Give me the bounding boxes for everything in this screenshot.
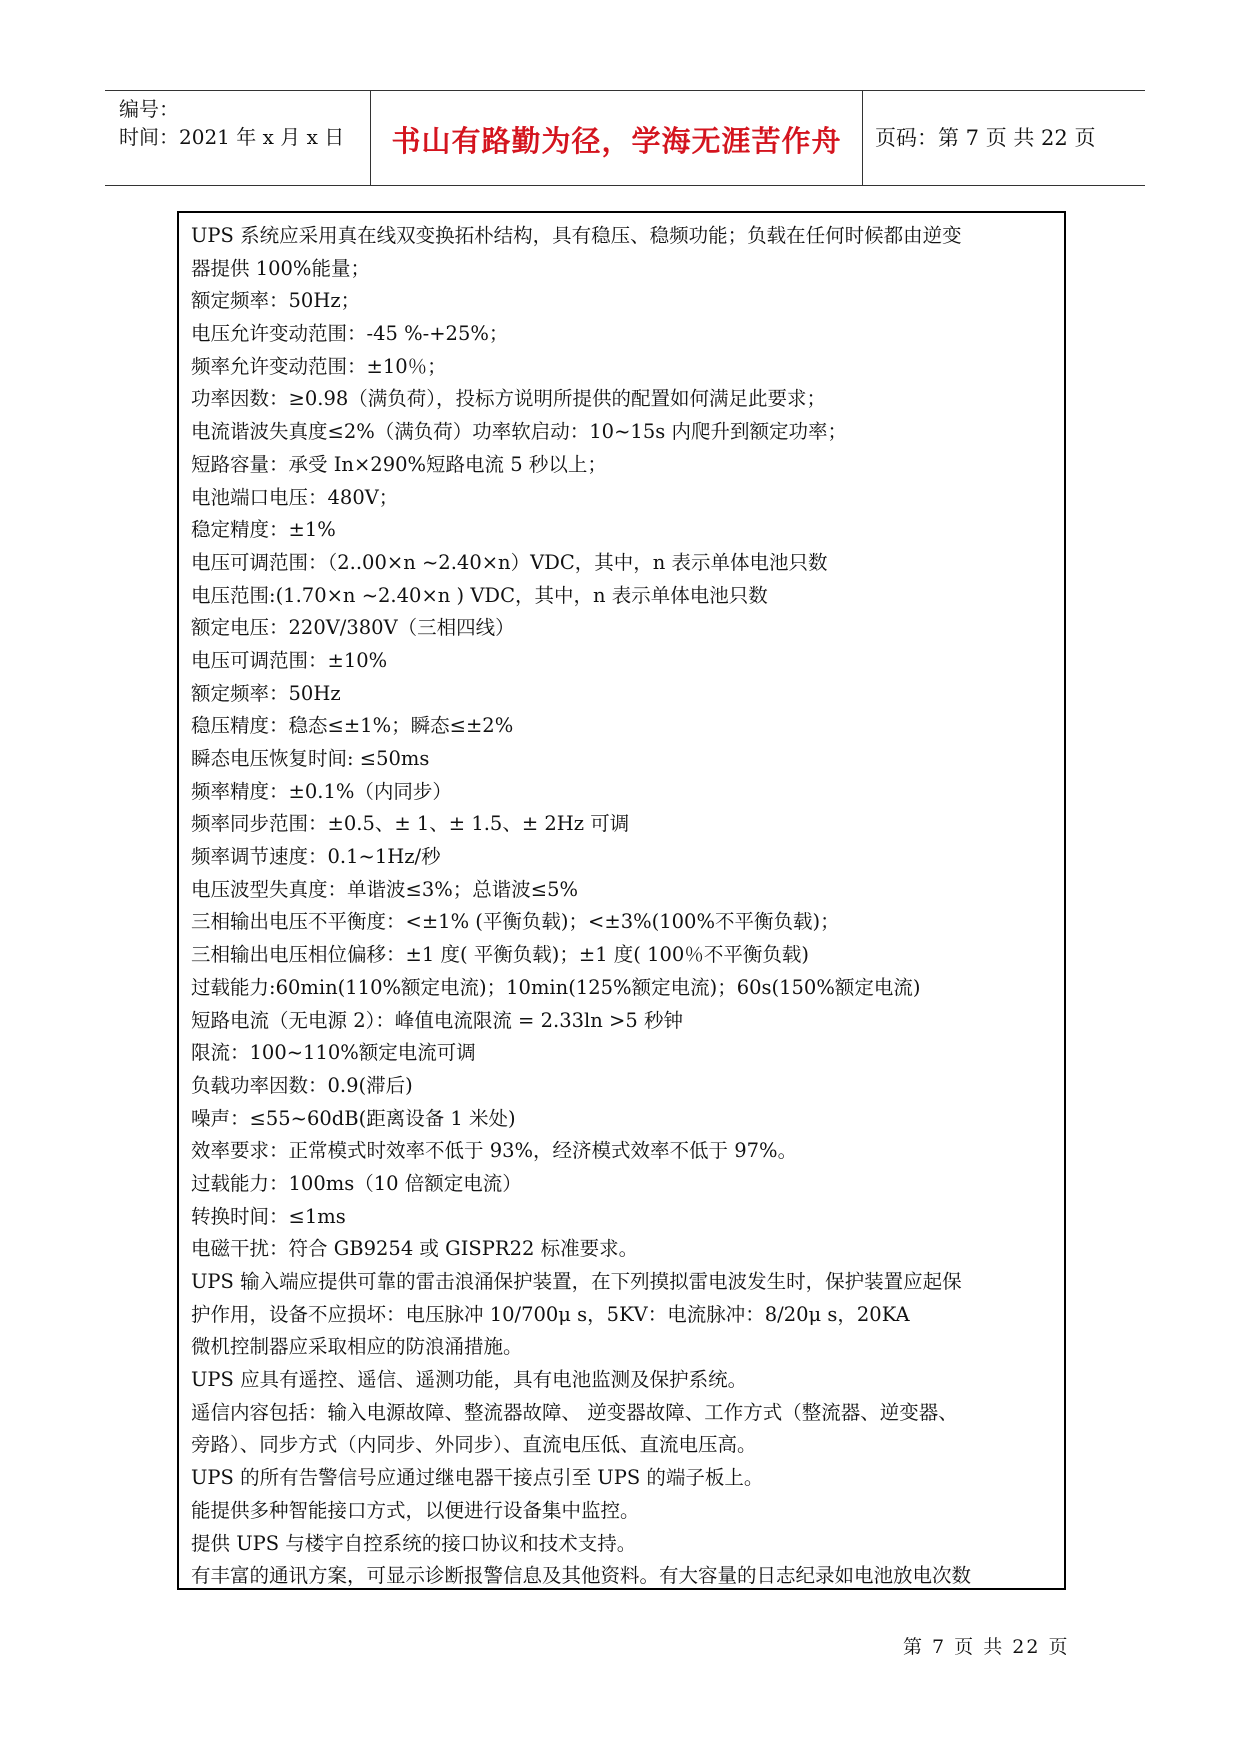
spec-line: 有丰富的通讯方案，可显示诊断报警信息及其他资料。有大容量的日志纪录如电池放电次数 — [191, 1564, 972, 1588]
spec-line: 器提供 100%能量； — [191, 256, 370, 280]
document-number-label: 编号： — [119, 97, 179, 121]
spec-content-box — [177, 211, 1066, 1590]
spec-line: 频率精度：±0.1%（内同步） — [191, 779, 452, 803]
spec-line: 稳压精度：稳态≤±1%；瞬态≤±2% — [191, 714, 514, 738]
spec-line: 效率要求：正常模式时效率不低于 93%，经济模式效率不低于 97%。 — [191, 1139, 798, 1163]
spec-line: 负载功率因数：0.9(滞后) — [191, 1073, 413, 1097]
spec-line: 瞬态电压恢复时间: ≤50ms — [191, 747, 430, 770]
spec-line: UPS 输入端应提供可靠的雷击浪涌保护装置，在下列摸拟雷电波发生时，保护装置应起保 — [191, 1270, 962, 1293]
spec-line: 过载能力:60min(110%额定电流)；10min(125%额定电流)；60s(150%额定电流) — [191, 975, 921, 999]
page-footer-number: 第 7 页 共 22 页 — [903, 1636, 1070, 1658]
header-motto: 书山有路勤为径，学海无涯苦作舟 — [391, 124, 842, 158]
spec-line: 三相输出电压不平衡度：<±1% (平衡负载)；<±3%(100%不平衡负载)； — [191, 910, 840, 934]
spec-line: 短路电流（无电源 2）：峰值电流限流 = 2.33ln >5 秒钟 — [191, 1008, 683, 1032]
spec-line: 过载能力：100ms（10 倍额定电流） — [191, 1171, 522, 1195]
spec-line: 电压可调范围：±10% — [191, 648, 388, 672]
spec-line: 电压范围:(1.70×n ~2.40×n ) VDC，其中，n 表示单体电池只数 — [191, 583, 768, 607]
spec-line: 电压可调范围：（2..00×n ~2.40×n）VDC，其中，n 表示单体电池只数 — [191, 550, 828, 574]
spec-line: 额定频率：50Hz — [191, 681, 341, 705]
spec-line: 额定电压：220V/380V（三相四线） — [191, 616, 515, 640]
spec-line: 频率同步范围：±0.5、± 1、± 1.5、± 2Hz 可调 — [191, 812, 630, 836]
spec-line: UPS 的所有告警信号应通过继电器干接点引至 UPS 的端子板上。 — [191, 1466, 764, 1490]
spec-line: UPS 应具有遥控、遥信、遥测功能，具有电池监测及保护系统。 — [191, 1368, 748, 1392]
spec-line: 噪声：≤55~60dB(距离设备 1 米处) — [191, 1106, 516, 1130]
document-time-label: 时间：2021 年 x 月 x 日 — [119, 125, 345, 149]
spec-line: 遥信内容包括：输入电源故障、整流器故障、 逆变器故障、工作方式（整流器、逆变器、 — [191, 1400, 958, 1424]
spec-line: 提供 UPS 与楼宇自控系统的接口协议和技术支持。 — [191, 1531, 637, 1555]
page-header — [105, 90, 1145, 186]
spec-line: 稳定精度：±1% — [191, 518, 336, 542]
spec-line: 电压允许变动范围：-45 %-+25%； — [191, 322, 509, 346]
spec-line: 护作用，设备不应损坏：电压脉冲 10/700μ s，5KV：电流脉冲：8/20μ s，20KA — [191, 1302, 910, 1326]
header-page-code: 页码：第 7 页 共 22 页 — [875, 126, 1096, 150]
spec-line: 频率调节速度：0.1~1Hz/秒 — [191, 845, 441, 869]
spec-line: 额定频率：50Hz； — [191, 289, 361, 313]
spec-line: 电压波型失真度：单谐波≤3%；总谐波≤5% — [191, 877, 579, 901]
spec-line: 限流：100~110%额定电流可调 — [191, 1041, 476, 1065]
spec-line: 旁路）、同步方式（内同步、外同步）、直流电压低、直流电压高。 — [191, 1433, 757, 1457]
header-meta — [119, 95, 344, 151]
header-divider-right — [862, 91, 863, 185]
spec-line: 电池端口电压：480V； — [191, 485, 399, 509]
spec-line: 短路容量：承受 In×290%短路电流 5 秒以上； — [191, 452, 607, 476]
spec-line: 电磁干扰：符合 GB9254 或 GISPR22 标准要求。 — [191, 1237, 639, 1261]
spec-line: 微机控制器应采取相应的防浪涌措施。 — [191, 1335, 523, 1359]
spec-line: 转换时间：≤1ms — [191, 1204, 346, 1228]
spec-lines-list — [179, 213, 1064, 1590]
spec-line: 三相输出电压相位偏移：±1 度( 平衡负载)；±1 度( 100％不平衡负载) — [191, 943, 809, 967]
spec-line: 频率允许变动范围：±10％； — [191, 354, 447, 378]
spec-line: UPS 系统应采用真在线双变换拓朴结构，具有稳压、稳频功能；负载在任何时候都由逆变 — [191, 224, 962, 247]
spec-line: 功率因数：≥0.98（满负荷），投标方说明所提供的配置如何满足此要求； — [191, 387, 827, 411]
spec-line: 能提供多种智能接口方式，以便进行设备集中监控。 — [191, 1498, 640, 1522]
spec-line: 电流谐波失真度≤2%（满负荷）功率软启动：10~15s 内爬升到额定功率； — [191, 420, 847, 444]
